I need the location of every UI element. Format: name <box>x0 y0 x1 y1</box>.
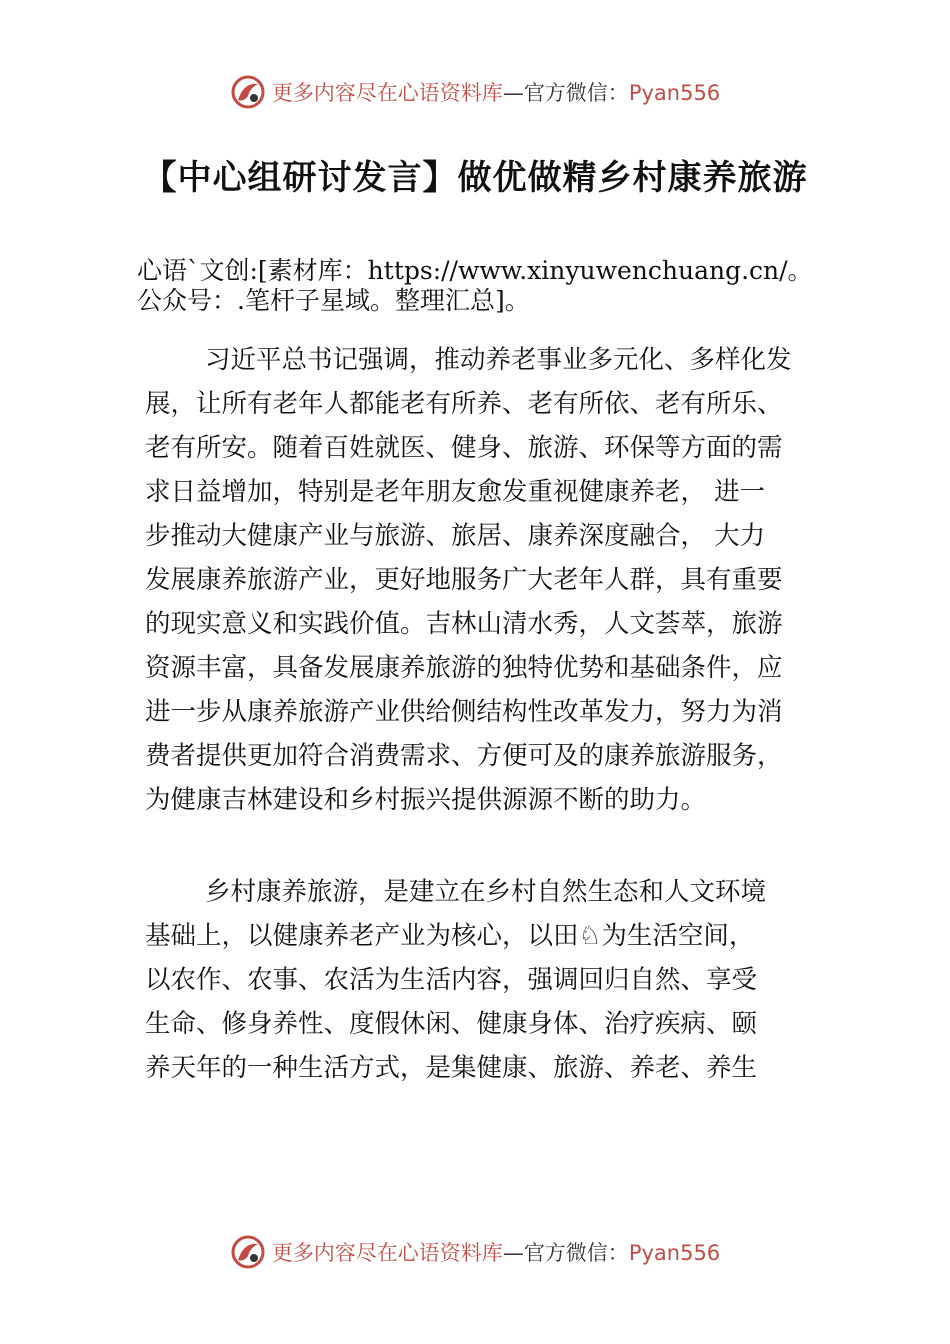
watermark-separator: — <box>502 81 524 105</box>
watermark-brand: 更多内容尽在心语资料库 <box>271 81 503 105</box>
source-line: 公众号：.笔杆子星域。整理汇总]。 <box>137 286 530 315</box>
paragraph-line: 步推动大健康产业与旅游、旅居、康养深度融合， 大力 <box>145 521 766 551</box>
paragraph-line: 生命、修身养性、度假休闲、健康身体、治疗疾病、颐 <box>145 1009 758 1039</box>
brand-logo-icon <box>230 74 266 110</box>
source-note <box>137 256 837 316</box>
watermark-wechat-id: Pyan556 <box>628 81 721 105</box>
watermark-official-label: 官方微信： <box>523 1241 629 1265</box>
brand-logo-icon <box>230 1234 266 1270</box>
watermark-separator: — <box>502 1241 524 1265</box>
paragraph-line: 养天年的一种生活方式，是集健康、旅游、养老、养生 <box>145 1053 758 1083</box>
paragraph-line: 老有所安。随着百姓就医、健身、旅游、环保等方面的需 <box>145 433 783 463</box>
watermark-text <box>272 77 720 107</box>
paragraph-line: 求日益增加，特别是老年朋友愈发重视健康养老， 进一 <box>145 477 766 507</box>
paragraph-line: 展，让所有老年人都能老有所养、老有所依、老有所乐、 <box>145 389 783 419</box>
document-title: 【中心组研讨发言】做优做精乡村康养旅游 <box>142 158 808 198</box>
paragraph-line: 进一步从康养旅游产业供给侧结构性改革发力，努力为消 <box>145 697 783 727</box>
paragraph-line: 为健康吉林建设和乡村振兴提供源源不断的助力。 <box>145 785 707 815</box>
paragraph-line: 习近平总书记强调，推动养老事业多元化、多样化发 <box>205 345 792 375</box>
watermark-brand: 更多内容尽在心语资料库 <box>271 1241 503 1265</box>
footer-watermark <box>0 1232 950 1272</box>
watermark-official-label: 官方微信： <box>523 81 629 105</box>
watermark-text <box>272 1237 720 1267</box>
watermark-wechat-id: Pyan556 <box>628 1241 721 1265</box>
header-watermark <box>0 72 950 112</box>
paragraph-line: 资源丰富，具备发展康养旅游的独特优势和基础条件，应 <box>145 653 783 683</box>
paragraph-line: 基础上，以健康养老产业为核心，以田♘为生活空间， <box>145 921 755 951</box>
paragraph-line: 发展康养旅游产业，更好地服务广大老年人群，具有重要 <box>145 565 783 595</box>
paragraph-line: 费者提供更加符合消费需求、方便可及的康养旅游服务， <box>145 741 783 771</box>
paragraph-line: 的现实意义和实践价值。吉林山清水秀，人文荟萃，旅游 <box>145 609 783 639</box>
paragraph-line: 乡村康养旅游，是建立在乡村自然生态和人文环境 <box>205 877 767 907</box>
body-paragraph <box>145 870 825 1090</box>
paragraph-line: 以农作、农事、农活为生活内容，强调回归自然、享受 <box>145 965 758 995</box>
source-line: 心语`文创:[素材库：https://www.xinyuwenchuang.cn/。 <box>137 256 813 285</box>
body-paragraph <box>145 338 825 822</box>
